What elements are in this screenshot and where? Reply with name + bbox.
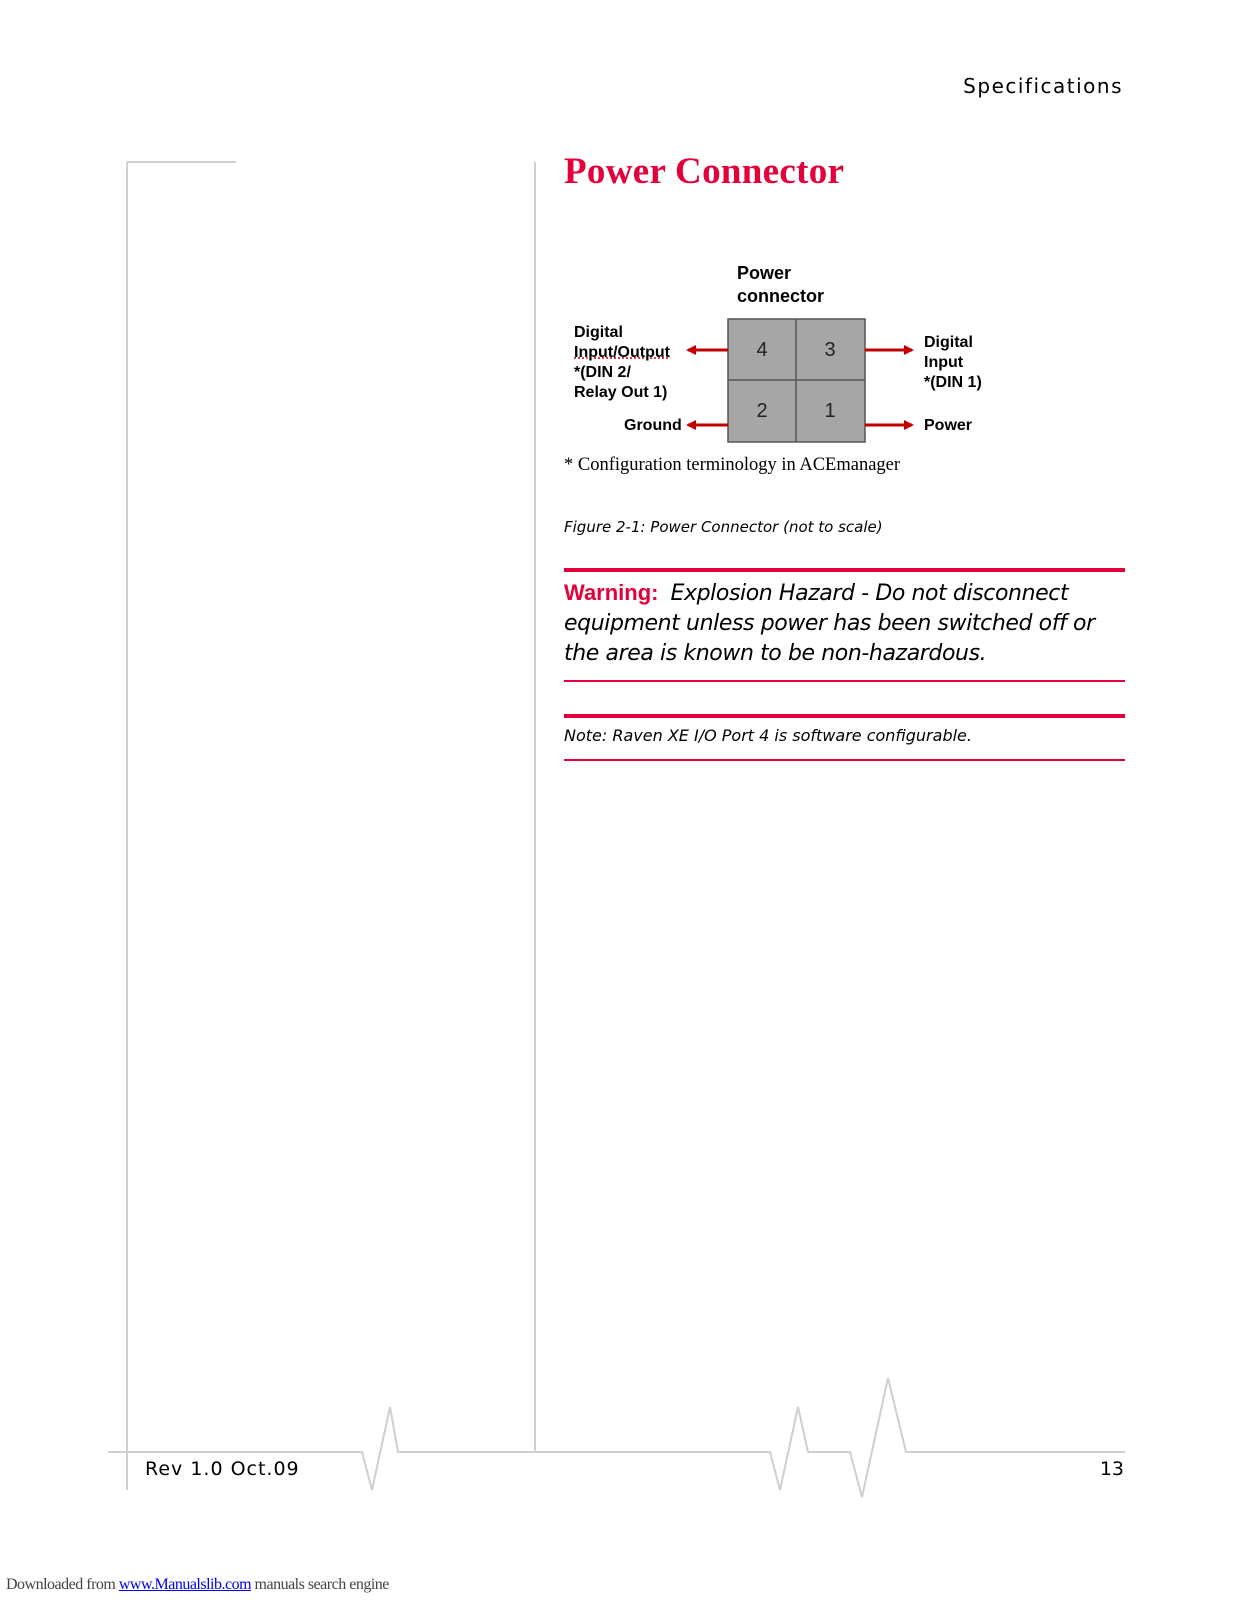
page-title: Power Connector <box>564 151 845 192</box>
connector-label: Power connector <box>737 263 825 306</box>
warning-top-rule <box>564 568 1125 572</box>
running-header: Specifications <box>963 74 1123 98</box>
pin-1: 1 <box>824 399 836 422</box>
download-footer: Downloaded from www.Manualslib.com manuals search engine <box>6 1576 389 1593</box>
configuration-note: * Configuration terminology in ACEmanager <box>564 455 901 475</box>
pin-3: 3 <box>824 338 836 361</box>
label-power: Power <box>924 417 973 434</box>
footer-revision: Rev 1.0 Oct.09 <box>145 1458 300 1480</box>
label-digital-input: Digital Input *(DIN 1) <box>924 334 982 391</box>
label-ground: Ground <box>624 417 682 434</box>
manualslib-link[interactable]: www.Manualslib.com <box>118 1576 252 1593</box>
warning-label: Warning: <box>564 580 659 605</box>
warning-text: Explosion Hazard - Do not disconnect equipment unless power has been switched off or the area is known to be non-hazardous. <box>564 581 1095 666</box>
label-digital-input-output: Digital Input/Output *(DIN 2/ Relay Out 1) <box>574 324 670 401</box>
note-top-rule <box>564 714 1125 718</box>
warning-block <box>564 578 1134 669</box>
note-text: Note: Raven XE I/O Port 4 is software configurable. <box>564 726 972 745</box>
footer-page-number: 13 <box>1099 1458 1124 1480</box>
pin-4: 4 <box>756 338 768 361</box>
figure-caption: Figure 2-1: Power Connector (not to scale) <box>564 518 883 536</box>
warning-bottom-rule <box>564 680 1125 682</box>
note-bottom-rule <box>564 759 1125 761</box>
pin-2: 2 <box>756 399 768 422</box>
